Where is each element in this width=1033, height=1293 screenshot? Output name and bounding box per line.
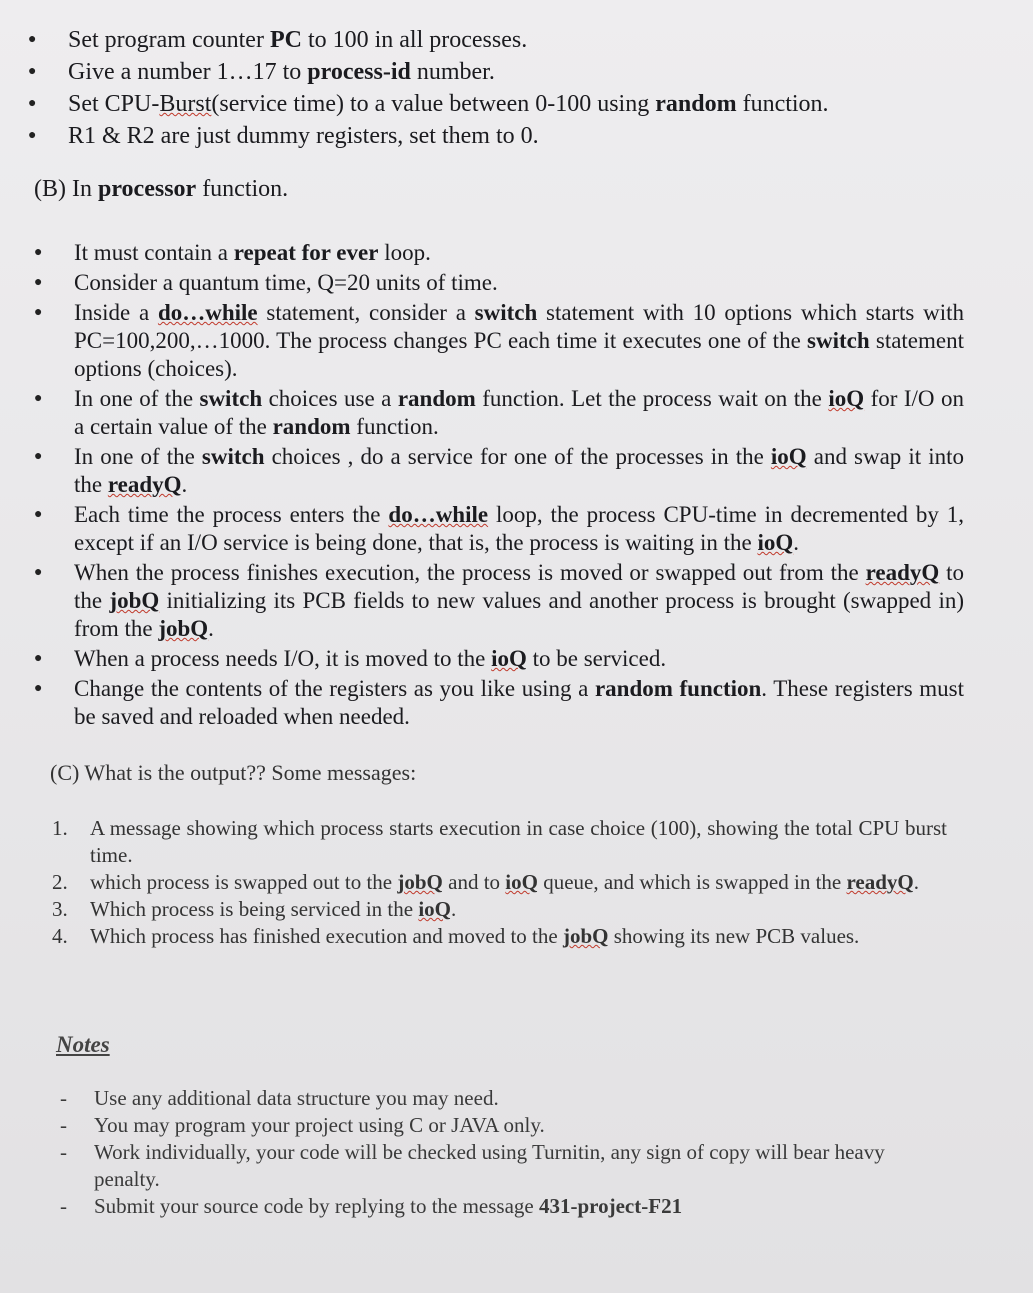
list-item: ● When the process finishes execution, the process is moved or swapped out from the readyQ to the jobQ initializing its PCB fields to new values and another process is brought (swapped in) from the jobQ. xyxy=(74,559,964,643)
list-item: - Use any additional data structure you may need. xyxy=(60,1086,499,1110)
list-item: ● Consider a quantum time, Q=20 units of time. xyxy=(74,269,964,297)
section-c-heading: (C) What is the output?? Some messages: xyxy=(50,760,417,785)
list-item: ● Change the contents of the registers as you like using a random function. These registers must be saved and reloaded when needed. xyxy=(74,675,964,731)
processor-bullet-list xyxy=(74,239,964,733)
list-item: 3. Which process is being serviced in the ioQ. xyxy=(52,897,457,921)
list-item: 4. Which process has finished execution and moved to the jobQ showing its new PCB values. xyxy=(52,924,860,948)
notes-heading: Notes xyxy=(56,1032,110,1057)
section-b-heading: (B) In processor function. xyxy=(34,176,289,202)
notes-list xyxy=(60,1085,940,1220)
setup-bullet-list xyxy=(68,24,968,152)
list-item: - Work individually, your code will be checked using Turnitin, any sign of copy will bear heavy penalty. xyxy=(60,1140,885,1191)
list-item: ● Each time the process enters the do…while loop, the process CPU-time in decremented by 1, except if an I/O service is being done, that is, the process is waiting in the ioQ. xyxy=(74,501,964,557)
list-item: ● Inside a do…while statement, consider a switch statement with 10 options which starts with PC=100,200,…1000. The process changes PC each time it executes one of the switch statement options (choices). xyxy=(74,299,964,383)
list-item: ● In one of the switch choices , do a service for one of the processes in the ioQ and swap it into the readyQ. xyxy=(74,443,964,499)
list-item: 2. which process is swapped out to the jobQ and to ioQ queue, and which is swapped in the readyQ. xyxy=(52,870,920,894)
output-message-list xyxy=(52,815,947,950)
list-item: ● In one of the switch choices use a random function. Let the process wait on the ioQ for I/O on a certain value of the random function. xyxy=(74,385,964,441)
list-item: ● Set CPU-Burst(service time) to a value between 0-100 using random function. xyxy=(68,88,968,120)
list-item: 1. A message showing which process starts execution in case choice (100), showing the total CPU burst time. xyxy=(52,816,947,867)
list-item: ● Set program counter PC to 100 in all processes. xyxy=(68,24,968,56)
list-item: - Submit your source code by replying to the message 431-project-F21 xyxy=(60,1194,683,1218)
list-item: ● Give a number 1…17 to process-id number. xyxy=(68,56,968,88)
list-item: ● R1 & R2 are just dummy registers, set them to 0. xyxy=(68,120,968,152)
list-item: - You may program your project using C or JAVA only. xyxy=(60,1113,545,1137)
list-item: ● It must contain a repeat for ever loop. xyxy=(74,239,964,267)
list-item: ● When a process needs I/O, it is moved to the ioQ to be serviced. xyxy=(74,645,964,673)
